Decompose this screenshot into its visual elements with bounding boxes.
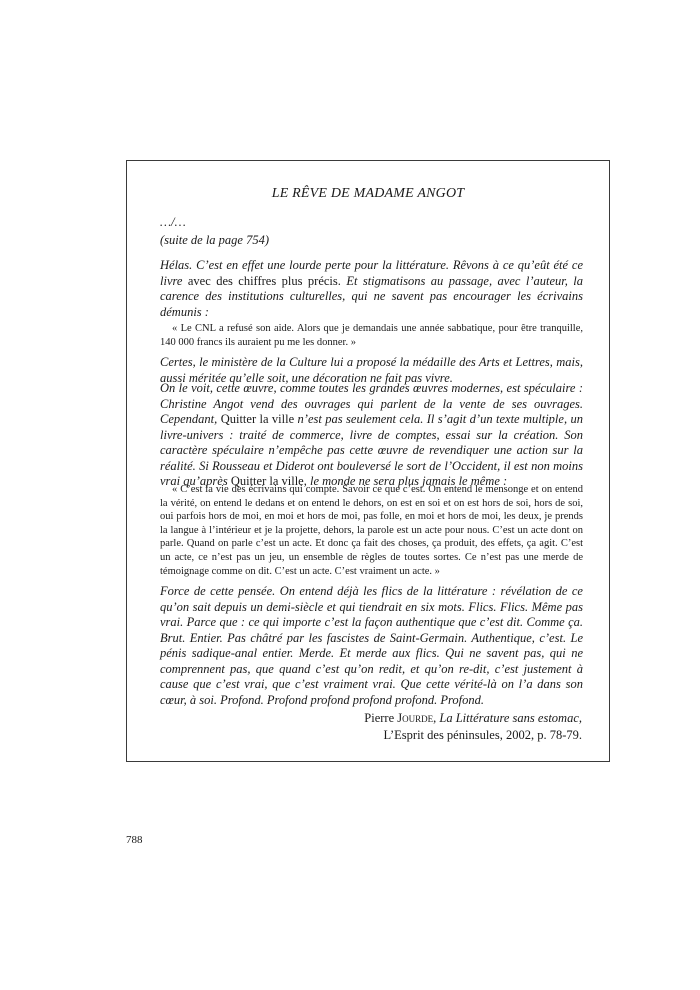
paragraph-1-part-a: Hélas. C’est en effet une lourde perte pour la littérature. Rêvons à ce qu’eût été ce livre: [160, 258, 583, 288]
publisher-line: L’Esprit des péninsules, 2002, p. 78-79.: [383, 728, 582, 742]
continuation-page-ref: (suite de la page 754): [160, 233, 270, 247]
work-title: La Littérature sans estomac,: [439, 711, 582, 725]
paragraph-1-part-b: avec des chiffres plus précis.: [182, 273, 341, 288]
author-first-name: Pierre: [364, 711, 398, 725]
quote-2: « C’est la vie des écrivains qui compte. Savoir ce que c’est. On entend le mensonge et on entend la vérité, on entend le dedans et on entend le dehors, on est en soi et on est hors de soi, hors de soi, oui parfois hors de moi, en moi et hors de moi, pas folle, en moi et hors de moi, les deux, je prends la langue à l’intérieur et je la projette, dehors, la parole est un acte pour nous. C’est un acte dont on parle. Quand on parle c’est un acte. Et donc ça fait des choses, ça produit, des effets, ça agit. C’est un acte, ce n’est pas un jeu, un ensemble de règles de toutes sortes. Ce n’est pas une merde de témoignage comme on dit. C’est un acte. C’est vraiment un acte. »: [160, 484, 583, 577]
paragraph-2: Certes, le ministère de la Culture lui a proposé la médaille des Arts et Lettres, mais, aussi méritée qu’elle soit, une décoration ne fait pas vivre.: [160, 355, 583, 385]
paragraph-1-part-c: Et stigmatisons au passage, avec l’auteur, la carence des institutions culturelles, qui ne savent pas encourager les écrivains démunis :: [160, 273, 584, 319]
paragraph-1: [160, 258, 583, 320]
signature: [182, 710, 582, 744]
quote-1: « Le CNL a refusé son aide. Alors que je demandais une année sabbatique, pour être tranquille, 140 000 francs ils auraient pu me les donner. »: [160, 323, 583, 348]
paragraph-3-part-a: On le voit, cette œuvre, comme toutes les grandes œuvres modernes, est spéculaire : Christine Angot vend des ouvrages qui parlent de la vente de ses ouvrages. Cependant,: [160, 381, 583, 426]
author-last-name: Jourde: [397, 711, 434, 725]
paragraph-4: Force de cette pensée. On entend déjà les flics de la littérature : révélation de ce qu’on sait depuis un demi-siècle et qui tiendrait en six mots. Flics. Flics. Même pas vrai. Parce que : ce qui importe c’est la façon authentique que c’est dit. Comme ça. Brut. Entier. Pas châtré par les fascistes de Saint-Germain. Authentique, c’est. Le pénis sadique-anal entier. Merde. Et merde aux flics. Qui ne savent pas, qui ne comprennent pas, que quand c’est qu’on redit, et qu’on re-dit, c’est justement à cause que c’est vrai, que c’est vraiment vrai. Que cette vérité-là on l’a dans son cœur, à soi. Profond. Profond profond profond profond. Profond.: [160, 584, 583, 707]
book-title-ref-2: Quitter la ville,: [227, 474, 307, 488]
book-title-ref-1: Quitter la ville: [217, 412, 295, 426]
paragraph-3-part-e: le monde ne sera plus jamais le même :: [306, 474, 508, 488]
continuation-note: [160, 213, 269, 249]
signature-separator: ,: [433, 711, 440, 725]
article-title: LE RÊVE DE MADAME ANGOT: [271, 186, 465, 201]
continuation-marker: …/…: [160, 215, 186, 229]
paragraph-3: [160, 381, 583, 490]
page-number: 788: [126, 834, 143, 846]
paragraph-3-part-c: n’est pas seulement cela. Il s’agit d’un texte multiple, un livre-univers : traité de commerce, livre de comptes, essai sur la création. Son caractère spéculaire n’empêche pas cette œuvre de revendiquer une action sur la réalité. Si Rousseau et Diderot ont bouleversé le sort de l’Occident, il est non moins vrai qu’après: [160, 412, 583, 488]
signature-author-line: [182, 710, 582, 727]
